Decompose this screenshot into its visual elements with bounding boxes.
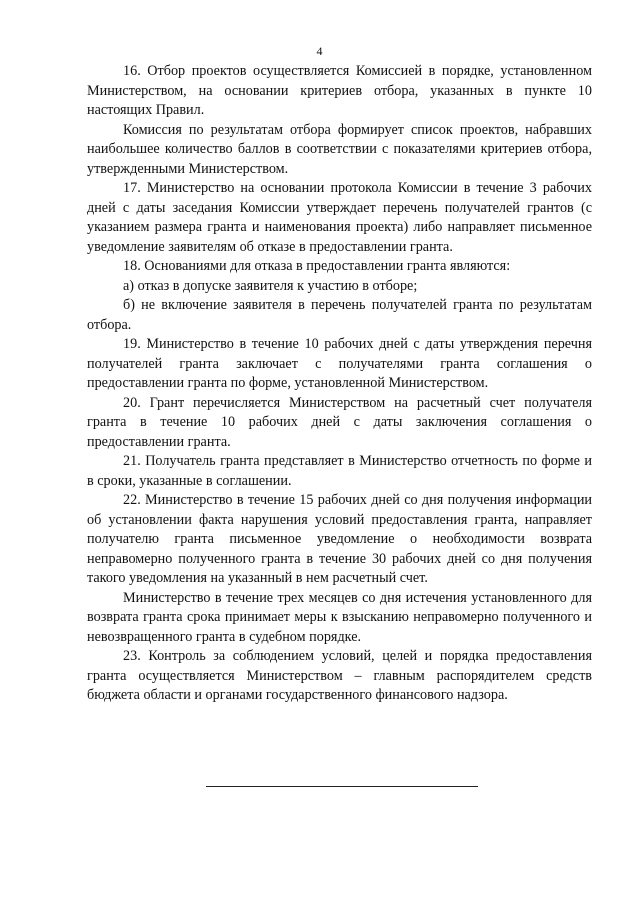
paragraph-17: 17. Министерство на основании протокола Комиссии в течение 3 рабочих дней с даты заседания Комиссии утверждает перечень получателей грантов (с указанием размера гранта и наименования проекта) либо направляет письменное уведомление заявителям об отказе в предоставлении гранта. (87, 180, 592, 255)
paragraph-22: 22. Министерство в течение 15 рабочих дней со дня получения информации об установлении факта нарушения условий предоставления гранта, направляет получателю гранта письменное уведомление о необходимости возврата неправомерно полученного гранта в течение 30 рабочих дней со дня получения такого уведомления на указанный в нем расчетный счет. (87, 492, 592, 586)
paragraph-18-a: а) отказ в допуске заявителя к участию в отборе; (123, 277, 418, 294)
paragraph-18-b: б) не включение заявителя в перечень получателей гранта по результатам отбора. (87, 297, 592, 333)
page-number: 4 (316, 44, 323, 58)
paragraph-21: 21. Получатель гранта представляет в Министерство отчетность по форме и в сроки, указанные в соглашении. (87, 453, 592, 489)
end-rule-divider (206, 786, 478, 787)
paragraph-23: 23. Контроль за соблюдением условий, целей и порядка предоставления гранта осуществляется Министерством – главным распорядителем средств бюджета области и органами государственного финансового надзора. (87, 648, 592, 703)
paragraph-19: 19. Министерство в течение 10 рабочих дней с даты утверждения перечня получателей гранта заключает с получателями гранта соглашения о предоставлении гранта по форме, установленной Министерством. (87, 336, 592, 391)
paragraph-refund-recovery: Министерство в течение трех месяцев со дня истечения установленного для возврата гранта срока принимает меры к взысканию неправомерно полученного и невозвращенного гранта в судебном порядке. (87, 589, 592, 645)
paragraph-16: 16. Отбор проектов осуществляется Комиссией в порядке, установленном Министерством, на основании критериев отбора, указанных в пункте 10 настоящих Правил. (87, 63, 592, 118)
document-body (87, 62, 592, 706)
paragraph-20: 20. Грант перечисляется Министерством на расчетный счет получателя гранта в течение 10 рабочих дней с даты заключения соглашения о предоставлении гранта. (87, 394, 592, 450)
paragraph-18: 18. Основаниями для отказа в предоставлении гранта являются: (123, 258, 511, 274)
paragraph-commission-list: Комиссия по результатам отбора формирует список проектов, набравших наибольшее количество баллов в соответствии с показателями критериев отбора, утвержденными Министерством. (87, 121, 592, 177)
